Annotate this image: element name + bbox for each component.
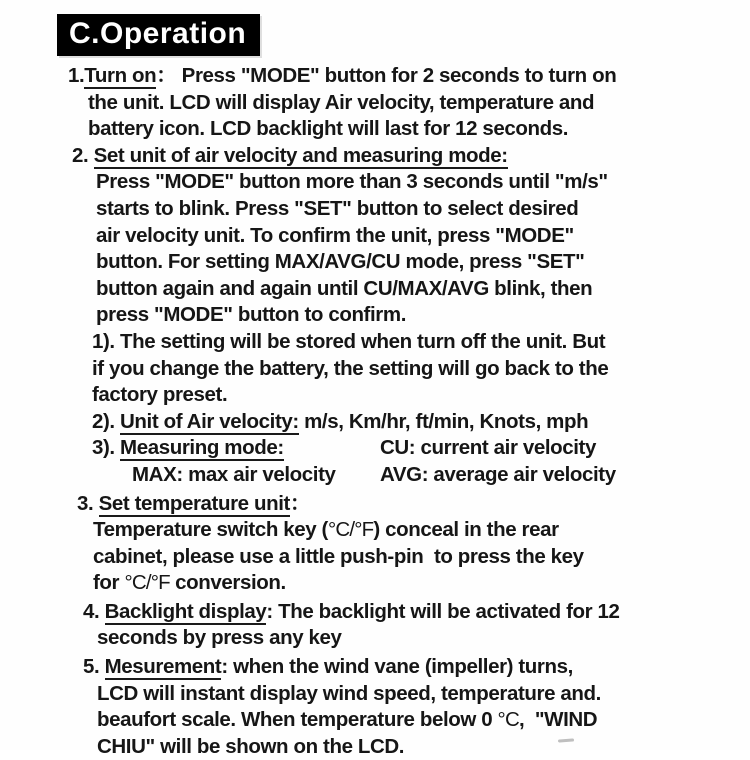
item-heading: Set unit of air velocity and measuring mode: <box>93 143 508 167</box>
degree-unit-text: °C/°F <box>124 571 170 595</box>
instruction-line <box>0 570 750 597</box>
instruction-subitem-1 <box>0 329 750 409</box>
item-number: 4. <box>83 599 105 623</box>
instruction-line <box>0 462 750 489</box>
item-heading: Mesurement <box>104 655 222 679</box>
instruction-line: air velocity unit. To confirm the unit, press "MODE" <box>96 223 574 247</box>
heading-colon: ： <box>289 491 311 515</box>
item-number: 2). <box>92 409 121 433</box>
measuring-mode-max: MAX: max air velocity <box>132 462 336 486</box>
instruction-line <box>0 409 750 436</box>
line-text: : when the wind vane (impeller) turns, <box>221 655 573 679</box>
operation-instructions <box>0 63 750 760</box>
item-heading: Backlight display <box>104 599 267 623</box>
instruction-line <box>0 491 750 518</box>
degree-unit-text: °C/°F <box>327 518 374 542</box>
line-text: for <box>93 571 125 595</box>
instruction-line: press "MODE" button to confirm. <box>96 303 406 327</box>
instruction-line: LCD will instant display wind speed, temperature and. <box>97 681 601 705</box>
item-heading: Turn on <box>84 64 157 87</box>
instruction-line: 1). The setting will be stored when turn off the unit. But <box>92 329 606 353</box>
item-number: 3. <box>77 491 99 515</box>
instruction-line: seconds by press any key <box>97 626 342 650</box>
instruction-line <box>0 143 750 170</box>
instruction-line: if you change the battery, the setting will go back to the <box>92 356 609 380</box>
instruction-line <box>0 63 750 90</box>
item-number: 5. <box>83 655 105 679</box>
instruction-subitem-2 <box>0 409 750 436</box>
line-text: m/s, Km/hr, ft/min, Knots, mph <box>298 409 589 433</box>
line-text: beaufort scale. When temperature below 0 <box>97 708 498 732</box>
section-title-box <box>57 14 260 56</box>
item-number: 1. <box>68 64 85 87</box>
heading-colon: ： <box>156 64 177 87</box>
instruction-line: battery icon. LCD backlight will last for 12 seconds. <box>88 117 569 141</box>
instruction-line: button. For setting MAX/AVG/CU mode, press "SET" <box>96 250 585 274</box>
instruction-line: Press "MODE" button more than 3 seconds until "m/s" <box>96 170 608 194</box>
instruction-line <box>0 517 750 544</box>
instruction-item-5 <box>0 654 750 760</box>
instruction-line: the unit. LCD will display Air velocity, temperature and <box>88 90 595 114</box>
line-text: Temperature switch key ( <box>93 518 328 542</box>
degree-unit-text: °C <box>497 708 519 732</box>
instruction-line <box>0 707 750 734</box>
instruction-line: button again and again until CU/MAX/AVG blink, then <box>96 276 593 300</box>
instruction-item-2 <box>0 143 750 489</box>
line-text: conversion. <box>169 571 286 595</box>
instruction-line <box>0 435 750 462</box>
instruction-item-4 <box>0 599 750 652</box>
instruction-line: starts to blink. Press "SET" button to select desired <box>96 196 579 220</box>
subitem-heading: Measuring mode: <box>120 436 284 460</box>
line-text: : The backlight will be activated for 12 <box>266 599 620 623</box>
measuring-mode-cu: CU: current air velocity <box>380 436 596 460</box>
item-number: 2. <box>72 143 94 167</box>
line-text: ) conceal in the rear <box>373 518 559 542</box>
instruction-line: factory preset. <box>92 383 228 407</box>
measuring-mode-avg: AVG: average air velocity <box>380 462 616 486</box>
instruction-line: cabinet, please use a little push-pin to press the key <box>93 544 584 568</box>
instruction-line: CHIU" will be shown on the LCD. <box>97 734 405 758</box>
measuring-mode-heading <box>92 435 380 462</box>
line-text: Press "MODE" button for 2 seconds to turn on <box>176 64 617 87</box>
instruction-item-3 <box>0 491 750 597</box>
item-number: 3). <box>92 436 121 460</box>
instruction-line <box>0 599 750 626</box>
subitem-heading: Unit of Air velocity: <box>120 409 299 433</box>
instruction-line <box>0 654 750 681</box>
item-heading: Set temperature unit <box>98 491 290 515</box>
section-title-text: C.Operation <box>69 17 247 50</box>
line-text: , "WIND <box>518 708 598 732</box>
instruction-item-1 <box>0 63 750 143</box>
instruction-subitem-3 <box>0 435 750 488</box>
